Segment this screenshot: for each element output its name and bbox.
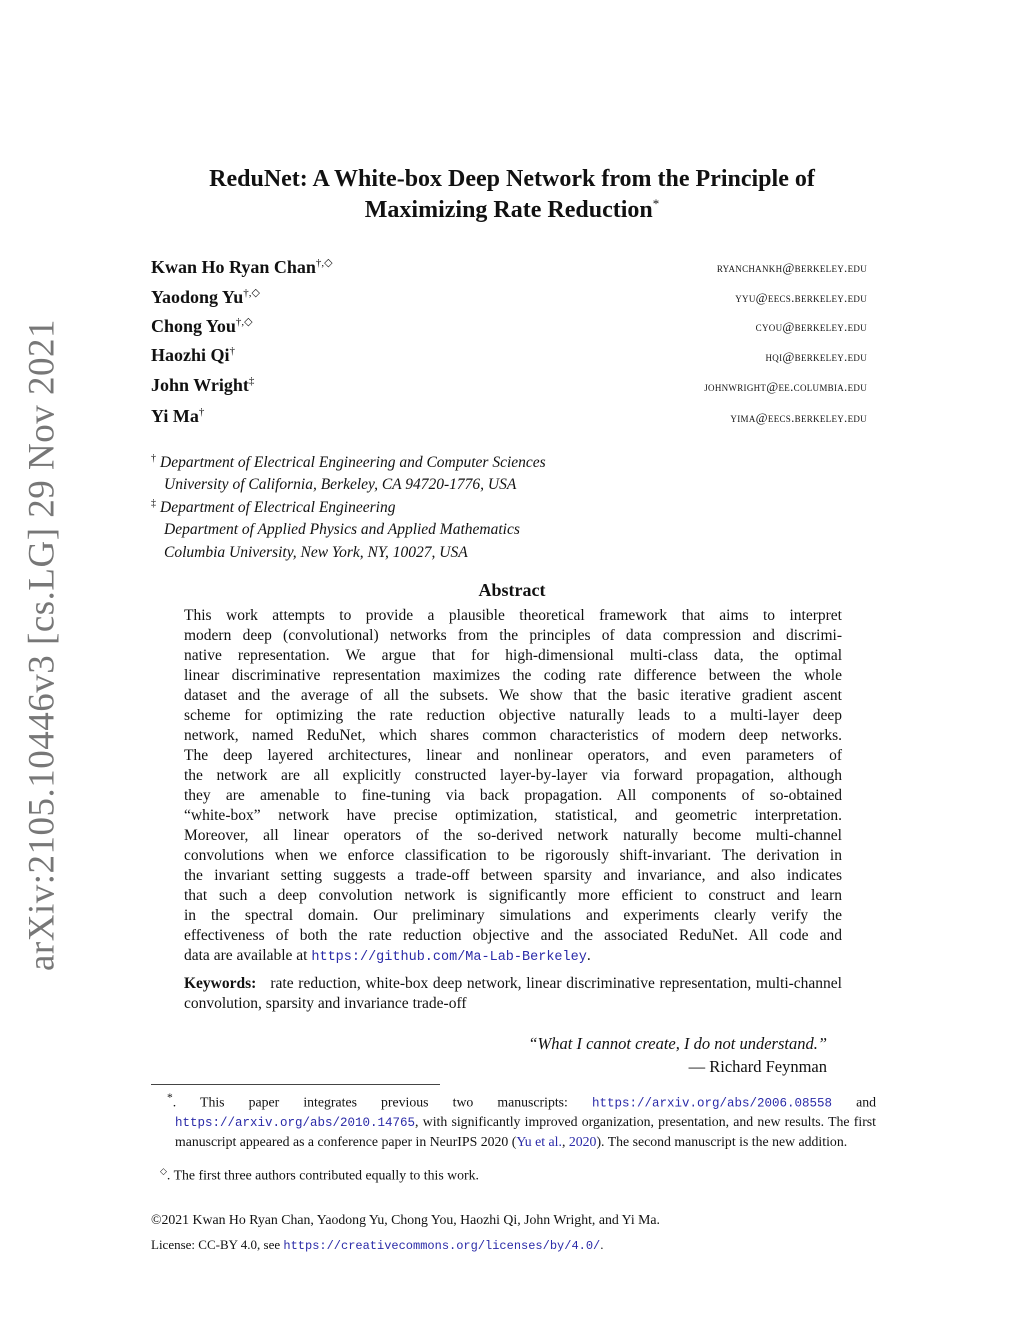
- abstract-line: network, named ReduNet, which shares common characteristics of modern deep networks.: [184, 727, 842, 744]
- abstract-text: data are available at: [184, 947, 312, 964]
- affiliation-mark: †: [151, 453, 156, 464]
- author-name-text: Kwan Ho Ryan Chan: [151, 257, 316, 277]
- author-email[interactable]: ryanchankh@berkeley.edu: [716, 260, 867, 275]
- abstract-line: dataset and the average of all the subsets. We show that the basic iterative gradient ascent: [184, 687, 842, 704]
- affiliation-text: Columbia University, New York, NY, 10027, USA: [164, 544, 468, 561]
- author-affiliation-marks: †,◇: [235, 316, 253, 328]
- paper-title-line1: ReduNet: A White-box Deep Network from the Principle of: [209, 166, 815, 192]
- author-name-text: Yi Ma: [151, 406, 199, 426]
- quote-author: — Richard Feynman: [688, 1057, 827, 1076]
- author-name: [151, 406, 204, 427]
- author-name: [151, 256, 333, 278]
- author-name-text: Chong You: [151, 316, 236, 336]
- github-link[interactable]: https://github.com/Ma-Lab-Berkeley: [311, 950, 587, 965]
- footnote-mark: *: [167, 1092, 173, 1104]
- abstract-line: linear discriminative representation maximizes the coding rate difference between the whole: [184, 667, 842, 684]
- author-name-text: Yaodong Yu: [151, 287, 244, 307]
- copyright: ©2021 Kwan Ho Ryan Chan, Yaodong Yu, Chong You, Haozhi Qi, John Wright, and Yi Ma.: [151, 1212, 661, 1227]
- abstract-line: native representation. We argue that for high-dimensional multi-class data, the optimal: [184, 647, 842, 664]
- author-name: [151, 315, 253, 337]
- affiliation-text: Department of Applied Physics and Applied Mathematics: [164, 521, 520, 538]
- author-affiliation-marks: †,◇: [315, 257, 333, 269]
- arxiv-link-1[interactable]: https://arxiv.org/abs/2006.08558: [591, 1096, 832, 1111]
- abstract-line: “white-box” network have precise optimization, statistical, and geometric interpretation.: [184, 807, 842, 824]
- author-name: [151, 345, 235, 366]
- abstract-line: Moreover, all linear operators of the so-derived network naturally become multi-channel: [184, 827, 842, 844]
- arxiv-link-2[interactable]: https://arxiv.org/abs/2010.14765: [175, 1116, 416, 1131]
- author-email[interactable]: yyu@eecs.berkeley.edu: [735, 290, 867, 305]
- affiliation-line: [151, 498, 395, 517]
- abstract-line: scheme for optimizing the rate reduction objective naturally leads to a multi-layer deep: [184, 707, 842, 724]
- license-text: License: CC-BY 4.0, see: [151, 1237, 284, 1252]
- affiliation-line: [151, 476, 516, 494]
- fn-text: . The first three authors contributed equally to this work.: [166, 1167, 479, 1183]
- affiliation-text: Department of Electrical Engineering: [160, 499, 396, 517]
- citation-link[interactable]: Yu et al.: [516, 1133, 562, 1149]
- footnote-mark: ◇: [160, 1166, 167, 1176]
- abstract-line: effectiveness of both the rate reduction objective and the associated ReduNet. All code and: [184, 927, 842, 944]
- fn-text: . This paper integrates previous two manuscripts:: [172, 1094, 592, 1110]
- author-affiliation-marks: †,◇: [243, 287, 260, 299]
- epigraph: [528, 1032, 827, 1078]
- fn-text: , with significantly improved organization, presentation, and new results. The first manuscript appeared as a conference paper in NeurIPS 2020 (: [175, 1114, 876, 1149]
- license-link[interactable]: https://creativecommons.org/licenses/by/4.0/: [283, 1239, 601, 1253]
- author-affiliation-marks: ‡: [248, 375, 255, 387]
- author-email[interactable]: johnwright@ee.columbia.edu: [704, 379, 867, 394]
- license: [151, 1237, 604, 1253]
- arxiv-identifier: arXiv:2105.10446v3 [cs.LG] 29 Nov 2021: [21, 318, 63, 972]
- abstract-line: the invariant setting suggests a trade-off between sparsity and invariance, and also indicates: [184, 867, 842, 884]
- author-email[interactable]: hqi@berkeley.edu: [765, 349, 867, 364]
- abstract-line: that such a deep convolution network is significantly more efficient to construct and learn: [184, 887, 842, 904]
- author-name-text: John Wright: [151, 375, 249, 395]
- abstract-line: in the spectral domain. Our preliminary simulations and experiments clearly verify the: [184, 907, 842, 924]
- affiliation-text: University of California, Berkeley, CA 94720-1776, USA: [164, 476, 517, 493]
- footnote-2: [160, 1162, 876, 1185]
- footnote-rule: [151, 1084, 440, 1085]
- affiliation-mark: ‡: [151, 498, 156, 509]
- abstract-line: modern deep (convolutional) networks from the principles of data compression and discrimi-: [184, 627, 842, 644]
- affiliation-line: [151, 521, 520, 539]
- abstract-text: .: [586, 947, 591, 964]
- footnote-1: [160, 1089, 876, 1151]
- paper-title-line2: [100, 196, 924, 224]
- title-footnote-mark: *: [652, 196, 660, 211]
- abstract-line: The deep layered architectures, linear and nonlinear operators, and even parameters of: [184, 747, 842, 764]
- fn-text: ). The second manuscript is the new addition.: [596, 1133, 848, 1149]
- author-affiliation-marks: †: [229, 345, 236, 357]
- abstract-line: they are amenable to fine-tuning via back propagation. All components of so-obtained: [184, 787, 842, 804]
- keywords-label: Keywords:: [184, 975, 257, 992]
- quote-text: “What I cannot create, I do not understand.”: [528, 1034, 827, 1053]
- affiliation-line: [151, 453, 546, 472]
- license-text: .: [600, 1237, 604, 1252]
- affiliation-line: [151, 544, 468, 562]
- fn-text: ,: [561, 1133, 569, 1149]
- author-email[interactable]: cyou@berkeley.edu: [755, 319, 867, 334]
- keywords-text: rate reduction, white-box deep network, linear discriminative representation, multi-channel convolution, sparsity and invariance trade-off: [184, 975, 842, 1012]
- author-affiliation-marks: †: [198, 406, 205, 418]
- abstract-line: the network are all explicitly constructed layer-by-layer via forward propagation, although: [184, 767, 842, 784]
- abstract-heading: Abstract: [478, 580, 546, 600]
- author-email[interactable]: yima@eecs.berkeley.edu: [730, 410, 867, 425]
- author-name-text: Haozhi Qi: [151, 345, 230, 365]
- abstract-line: convolutions when we enforce classification to be rigorously shift-invariant. The derivation in: [184, 847, 842, 864]
- affiliation-text: Department of Electrical Engineering and Computer Sciences: [160, 454, 546, 472]
- author-name: [151, 375, 254, 396]
- citation-year-link[interactable]: 2020: [568, 1133, 597, 1149]
- title-text: Maximizing Rate Reduction: [364, 197, 653, 223]
- abstract-last-line: [184, 947, 842, 965]
- abstract-line: This work attempts to provide a plausible theoretical framework that aims to interpret: [184, 607, 842, 624]
- keywords: [184, 974, 842, 1014]
- author-name: [151, 286, 260, 308]
- fn-text: and: [832, 1094, 876, 1110]
